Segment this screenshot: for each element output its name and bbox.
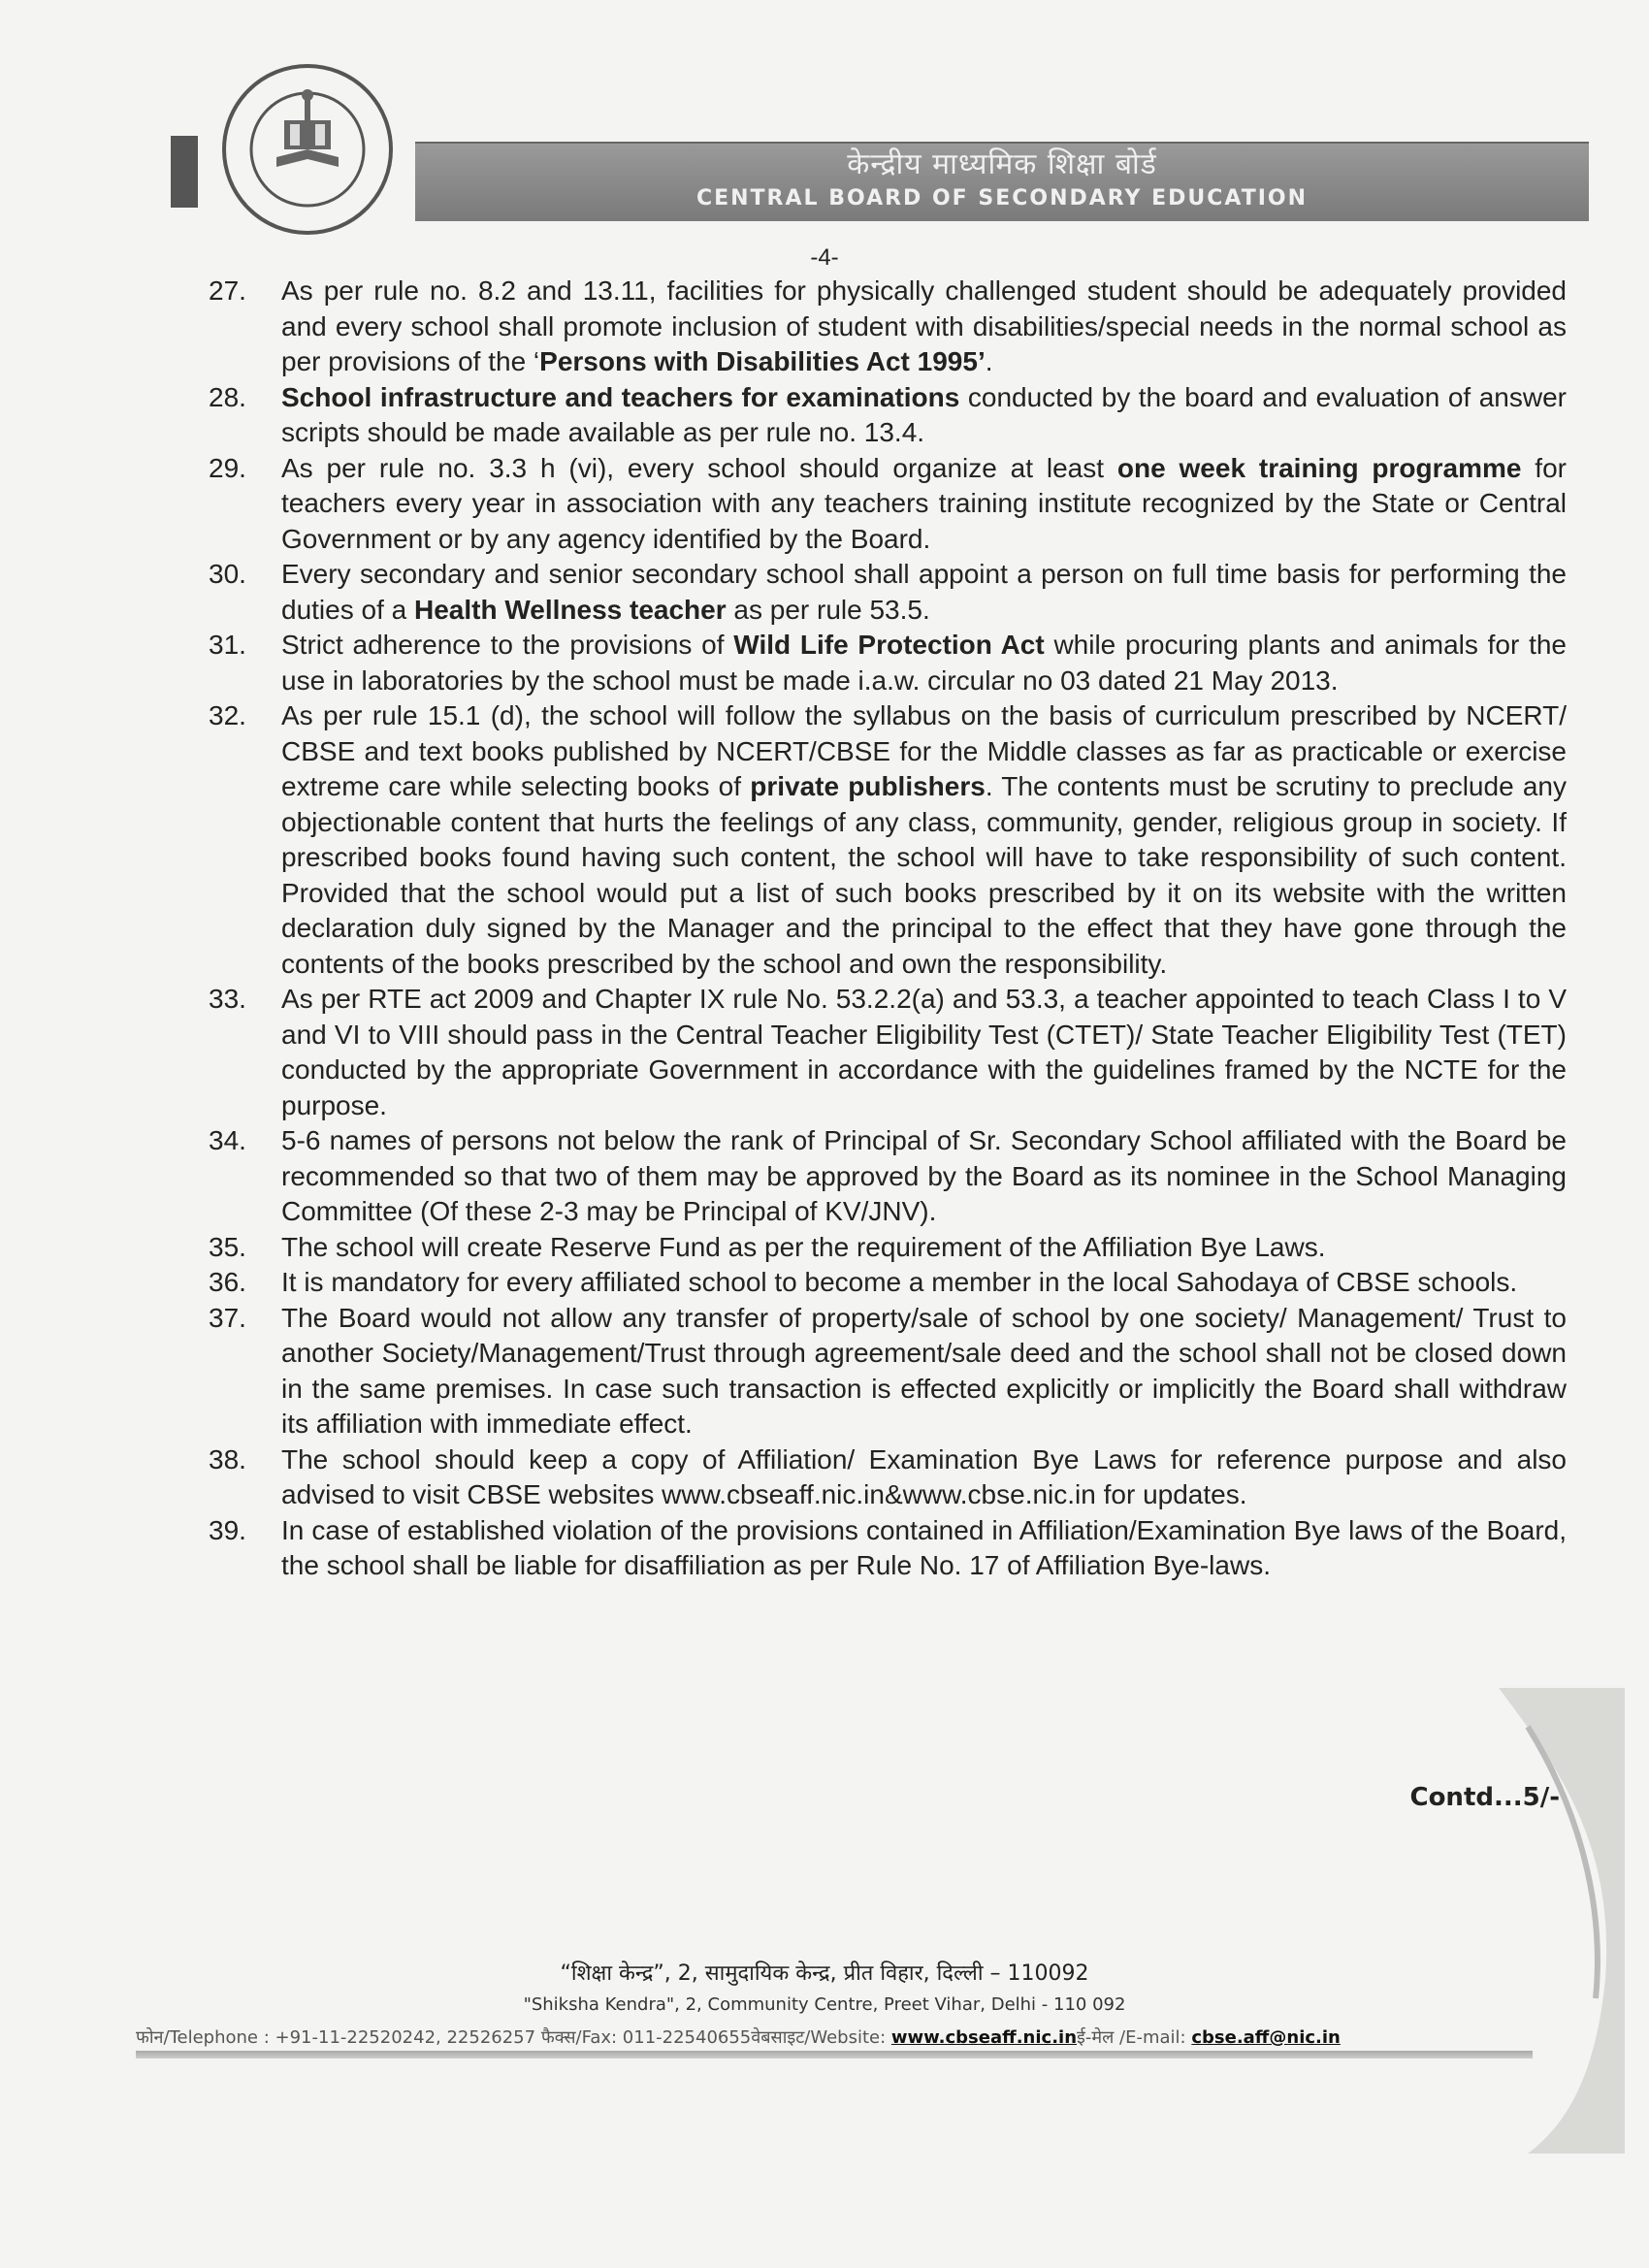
rule-item: [209, 380, 1567, 451]
rule-text: As per rule no. 8.2 and 13.11, facilities for physically challenged student should be adequately provided and every school shall promote inclusion of student with disabilities/special needs in the normal school as per provisions of the ‘: [281, 275, 1567, 376]
rule-text: while procuring plants and animals for the use in laboratories by the school must be made i.a.w. circular no 03 dated 21 May 2013.: [281, 630, 1567, 696]
rule-item: [209, 1265, 1567, 1301]
rule-number: 33.: [209, 984, 246, 1014]
page-number: -4-: [810, 244, 839, 271]
footer-email-label: ई-मेल /E-mail:: [1077, 2027, 1186, 2048]
rule-number: 29.: [209, 452, 246, 483]
cbse-logo-seal: [218, 60, 398, 240]
rule-text: as per rule 53.5.: [726, 594, 930, 625]
rule-number: 39.: [209, 1514, 246, 1545]
footer-website-label: वेबसाइट/Website:: [751, 2027, 887, 2048]
page-curl-decoration: [1470, 1688, 1625, 2154]
rule-item: [209, 557, 1567, 628]
rule-number: 28.: [209, 381, 246, 412]
rule-text: As per rule no. 3.3 h (vi), every school should organize at least: [281, 452, 1117, 483]
rule-number: 30.: [209, 559, 246, 589]
rule-item: [209, 628, 1567, 698]
rule-text: Every secondary and senior secondary school shall appoint a person on full time basis for performing the duties of a: [281, 559, 1567, 625]
rule-text: . The contents must be scrutiny to preclude any objectionable content that hurts the feelings of any class, community, gender, religious group in society. If prescribed books found having such content, the school will have to take responsibility of such content. Provided that the school would put a list of such books prescribed by it on its website with the written declaration duly signed by the Manager and the principal to the effect that they have gone through the contents of the books prescribed by the school and own the responsibility.: [281, 771, 1567, 979]
continued-note: Contd...5/-: [1409, 1783, 1560, 1812]
rule-text: As per RTE act 2009 and Chapter IX rule No. 53.2.2(a) and 53.3, a teacher appointed to teach Class I to V and VI to VIII should pass in the Central Teacher Eligibility Test (CTET)/ State Teacher Eligibility Test (TET) conducted by the appropriate Government in accordance with the guidelines framed by the NCTE for the purpose.: [281, 984, 1567, 1120]
rule-number: 38.: [209, 1443, 246, 1474]
rule-text: As per rule 15.1 (d), the school will follow the syllabus on the basis of curriculum prescribed by NCERT/ CBSE and text books published by NCERT/CBSE for the Middle classes as far as practicable or exercise extreme care while selecting books of: [281, 700, 1567, 801]
rule-item: [209, 1301, 1567, 1442]
footer-website-link[interactable]: www.cbseaff.nic.in: [890, 2027, 1078, 2048]
footer-divider: [136, 2051, 1533, 2058]
rule-text-bold: private publishers: [750, 771, 986, 801]
rule-text: Strict adherence to the provisions of: [281, 630, 734, 660]
rule-item: [209, 1442, 1567, 1513]
rule-number: 35.: [209, 1231, 246, 1262]
header-hindi-title: केन्द्रीय माध्यमिक शिक्षा बोर्ड: [847, 147, 1157, 181]
rule-text-bold: Wild Life Protection Act: [733, 630, 1045, 660]
rule-text: The school will create Reserve Fund as per the requirement of the Affiliation Bye Laws.: [281, 1231, 1326, 1262]
rule-text: In case of established violation of the provisions contained in Affiliation/Examination Bye laws of the Board, the school shall be liable for disaffiliation as per Rule No. 17 of Affiliation Bye-laws.: [281, 1514, 1567, 1580]
rule-number: 31.: [209, 630, 246, 660]
rule-number: 27.: [209, 275, 246, 306]
left-margin-bar: [171, 136, 198, 208]
footer-fax: फैक्स/Fax: 011-22540655: [540, 2027, 752, 2048]
header-banner: [415, 142, 1589, 221]
footer-phone: फोन/Telephone : +91-11-22520242, 22526257: [136, 2027, 536, 2048]
footer-email-link[interactable]: cbse.aff@nic.in: [1191, 2027, 1341, 2048]
rule-number: 37.: [209, 1302, 246, 1333]
rule-text: 5-6 names of persons not below the rank of Principal of Sr. Secondary School affiliated with the Board be recommended so that two of them may be approved by the Board as its nominee in the School Managing Committee (Of these 2-3 may be Principal of KV/JNV).: [281, 1125, 1567, 1226]
rule-text: The Board would not allow any transfer of property/sale of school by one society/ Management/ Trust to another Society/Management/Trust through agreement/sale deed and the school shall not be closed down in the same premises. In case such transaction is effected explicitly or implicitly the Board shall withdraw its affiliation with immediate effect.: [281, 1302, 1567, 1439]
rule-text: conducted by the board and evaluation of answer scripts should be made available as per rule no. 13.4.: [281, 381, 1568, 447]
rule-item: [209, 1230, 1567, 1266]
rule-number: 32.: [209, 700, 246, 730]
header-english-title: CENTRAL BOARD OF SECONDARY EDUCATION: [695, 186, 1309, 211]
rule-text-bold: School infrastructure and teachers for examinations: [281, 381, 960, 412]
rule-text-bold: one week training programme: [1116, 452, 1522, 483]
footer-contact-line: [136, 2025, 1533, 2049]
rule-item: [209, 982, 1567, 1123]
rule-item: [209, 1123, 1567, 1230]
rule-item: [209, 1513, 1567, 1584]
rule-text-bold: Persons with Disabilities Act 1995’: [539, 346, 986, 376]
rule-item: [209, 274, 1567, 380]
rule-text-bold: Health Wellness teacher: [413, 594, 727, 625]
rules-list: [209, 274, 1567, 1584]
rule-text: .: [985, 346, 993, 376]
rule-text: for teachers every year in association with any teachers training institute recognized by the State or Central Government or by any agency identified by the Board.: [281, 452, 1567, 554]
rule-item: [209, 698, 1567, 982]
rule-text: It is mandatory for every affiliated school to become a member in the local Sahodaya of CBSE schools.: [281, 1267, 1518, 1297]
rule-number: 36.: [209, 1267, 246, 1297]
rule-item: [209, 451, 1567, 558]
rule-text: The school should keep a copy of Affiliation/ Examination Bye Laws for reference purpose and also advised to visit CBSE websites www.cbseaff.nic.in&www.cbse.nic.in for updates.: [281, 1443, 1567, 1509]
footer-english-address: "Shiksha Kendra", 2, Community Centre, Preet Vihar, Delhi - 110 092: [523, 1994, 1126, 2015]
footer-hindi-address: “शिक्षा केन्द्र”, 2, सामुदायिक केन्द्र, प्रीत विहार, दिल्ली – 110092: [560, 1961, 1089, 1986]
rule-number: 34.: [209, 1125, 246, 1155]
